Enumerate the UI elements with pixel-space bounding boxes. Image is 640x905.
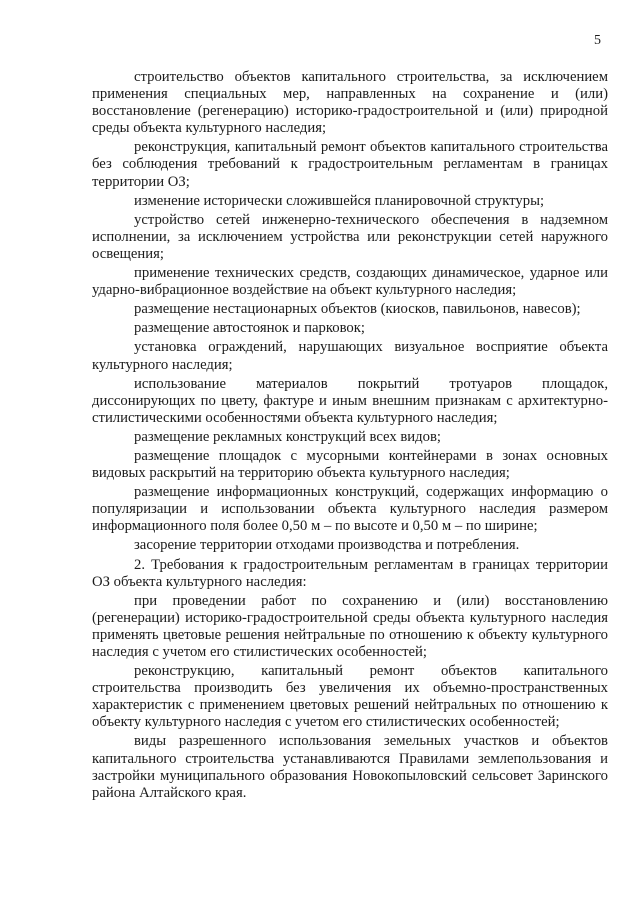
paragraph: применение технических средств, создающих динамическое, ударное или ударно-вибрационное воздействие на объект культурного наследия; bbox=[92, 265, 608, 299]
paragraph: при проведении работ по сохранению и (или) восстановлению (регенерации) историко-градостроительной среды объекта культурного наследия применять цветовые решения нейтральные по отношению к объекту культурного наследия с учетом его стилистических особенностей; bbox=[92, 592, 608, 660]
paragraph: размещение площадок с мусорными контейнерами в зонах основных видовых раскрытий на территорию объекта культурного наследия; bbox=[92, 447, 608, 482]
paragraph: использование материалов покрытий тротуаров площадок, диссонирующих по цвету, фактуре и иным внешним признакам с архитектурно-стилистическими особенностями объекта культурного наследия; bbox=[92, 375, 608, 426]
paragraph: строительство объектов капитального строительства, за исключением применения специальных мер, направленных на сохранение и (или) восстановление (регенерацию) историко-градостроительной и (или) природной среды объекта культурного наследия; bbox=[92, 69, 608, 137]
paragraph: размещение информационных конструкций, содержащих информацию о популяризации и использовании объекта культурного наследия размером информационного поля более 0,50 м – по высоте и 0,50 м – по ширине; bbox=[92, 484, 608, 535]
paragraph: размещение автостоянок и парковок; bbox=[134, 320, 365, 337]
paragraph: изменение исторически сложившейся планировочной структуры; bbox=[134, 192, 545, 209]
paragraph: реконструкция, капитальный ремонт объектов капитального строительства без соблюдения требований к градостроительным регламентам в границах территории ОЗ; bbox=[92, 139, 608, 190]
paragraph: виды разрешенного использования земельных участков и объектов капитального строительства устанавливаются Правилами землепользования и застройки муниципального образования Новокопыловский сельсовет Заринского района Алтайского края. bbox=[92, 733, 608, 801]
paragraph: установка ограждений, нарушающих визуальное восприятие объекта культурного наследия; bbox=[92, 339, 608, 373]
paragraph: засорение территории отходами производства и потребления. bbox=[134, 537, 520, 554]
paragraph: размещение рекламных конструкций всех видов; bbox=[134, 428, 442, 445]
paragraph: реконструкцию, капитальный ремонт объектов капитального строительства производить без увеличения их объемно-пространственных характеристик с применением цветовых решений нейтральных по отношению к объекту культурного наследия с учетом его стилистических особенностей; bbox=[92, 663, 608, 731]
paragraph: устройство сетей инженерно-технического обеспечения в надземном исполнении, за исключением устройства или реконструкции сетей наружного освещения; bbox=[92, 211, 608, 262]
page-number: 5 bbox=[594, 33, 601, 48]
paragraph: размещение нестационарных объектов (киосков, павильонов, навесов); bbox=[134, 301, 581, 318]
document-body bbox=[92, 69, 608, 804]
section-heading-paragraph: 2. Требования к градостроительным регламентам в границах территории ОЗ объекта культурного наследия: bbox=[92, 556, 608, 590]
